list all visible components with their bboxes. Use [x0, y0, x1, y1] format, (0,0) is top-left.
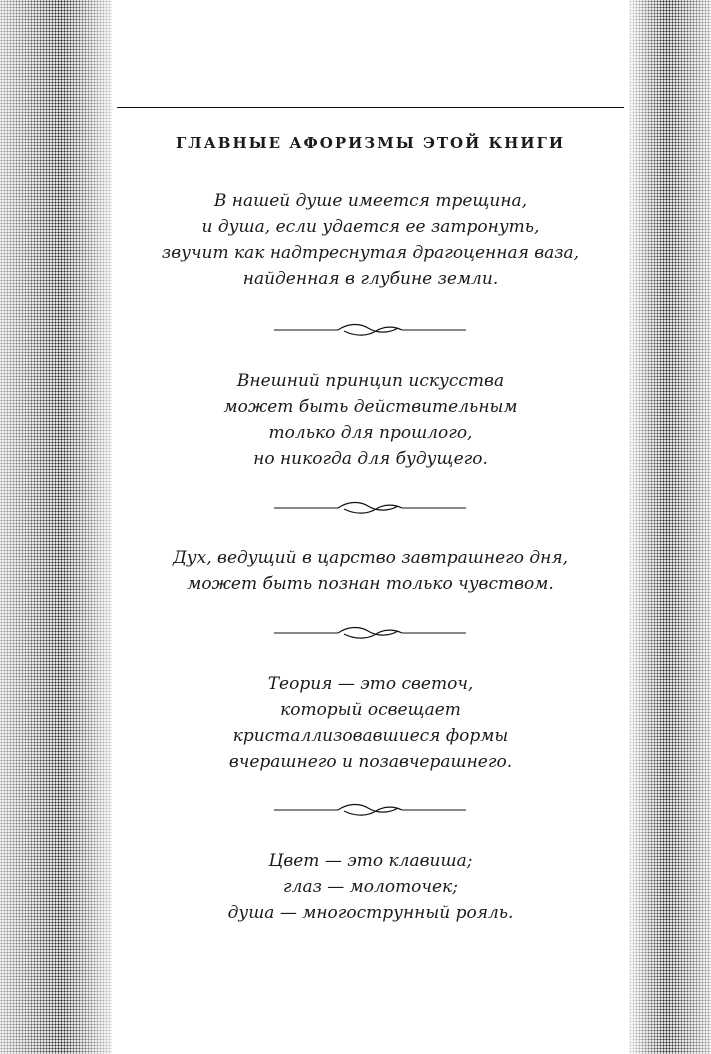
aphorism-line: глаз — молоточек;: [283, 877, 458, 897]
aphorism-line: может быть действительным: [223, 397, 518, 417]
aphorism-line: звучит как надтреснутая драгоценная ваза,: [161, 243, 580, 263]
page-heading: ГЛАВНЫЕ АФОРИЗМЫ ЭТОЙ КНИГИ: [175, 134, 566, 152]
aphorism-line: только для прошлого,: [268, 423, 473, 443]
aphorism-line: но никогда для будущего.: [253, 449, 488, 469]
aphorism-line: Дух, ведущий в царство завтрашнего дня,: [172, 548, 568, 568]
aphorism-5: [117, 848, 624, 926]
aphorism-line: найденная в глубине земли.: [242, 269, 499, 289]
aphorism-line: вчерашнего и позавчерашнего.: [228, 752, 513, 772]
aphorism-4: [117, 671, 624, 775]
halftone-left-margin: [0, 0, 112, 1054]
aphorism-line: Цвет — это клавиша;: [268, 851, 473, 871]
aphorism-line: кристаллизовавшиеся формы: [232, 726, 509, 746]
aphorism-1: [117, 188, 624, 292]
aphorism-line: и душа, если удается ее затронуть,: [201, 217, 540, 237]
aphorism-line: Теория — это светоч,: [267, 674, 474, 694]
aphorism-line: душа — многострунный рояль.: [227, 903, 514, 923]
flourish-divider-icon: [272, 500, 468, 516]
aphorism-3: [117, 545, 624, 597]
aphorism-line: Внешний принцип искусства: [236, 371, 505, 391]
flourish-divider-icon: [272, 322, 468, 338]
aphorism-line: который освещает: [280, 700, 461, 720]
halftone-right-margin: [629, 0, 711, 1054]
flourish-divider-icon: [272, 802, 468, 818]
aphorism-line: может быть познан только чувством.: [187, 574, 554, 594]
flourish-divider-icon: [272, 625, 468, 641]
top-rule: [117, 107, 624, 108]
aphorism-line: В нашей душе имеется трещина,: [213, 191, 528, 211]
aphorism-2: [117, 368, 624, 472]
